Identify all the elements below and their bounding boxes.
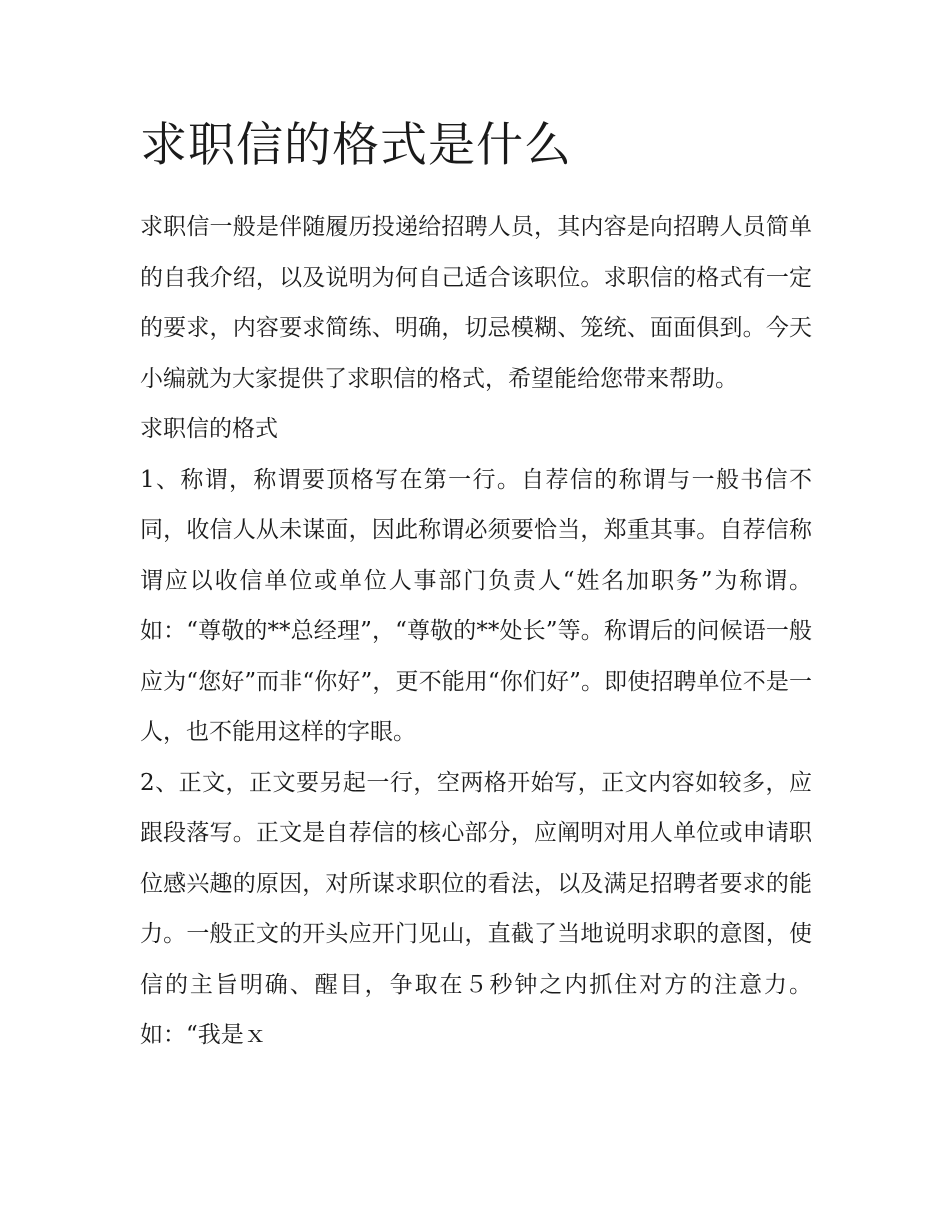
page-title: 求职信的格式是什么 [140, 118, 572, 173]
section-heading: 求职信的格式 [140, 416, 278, 442]
document-body [140, 112, 812, 1061]
salutation-paragraph: 1、称谓，称谓要顶格写在第一行。自荐信的称谓与一般书信不同，收信人从未谋面，因此称谓必须要恰当，郑重其事。自荐信称谓应以收信单位或单位人事部门负责人“姓名加职务”为称谓。如：“尊敬的**总经理”，“尊敬的**处长”等。称谓后的问候语一般应为“您好”而非“你好”，更不能用“你们好”。即使招聘单位不是一人，也不能用这样的字眼。 [140, 466, 812, 745]
body-text-paragraph: 2、正文，正文要另起一行，空两格开始写，正文内容如较多，应跟段落写。正文是自荐信的核心部分，应阐明对用人单位或申请职位感兴趣的原因，对所谋求职位的看法，以及满足招聘者要求的能力。一般正文的开头应开门见山，直截了当地说明求职的意图，使信的主旨明确、醒目，争取在５秒钟之内抓住对方的注意力。如：“我是ｘ [140, 769, 812, 1048]
intro-paragraph: 求职信一般是伴随履历投递给招聘人员，其内容是向招聘人员简单的自我介绍，以及说明为何自己适合该职位。求职信的格式有一定的要求，内容要求简练、明确，切忌模糊、笼统、面面俱到。今天小编就为大家提供了求职信的格式，希望能给您带来帮助。 [140, 214, 812, 392]
